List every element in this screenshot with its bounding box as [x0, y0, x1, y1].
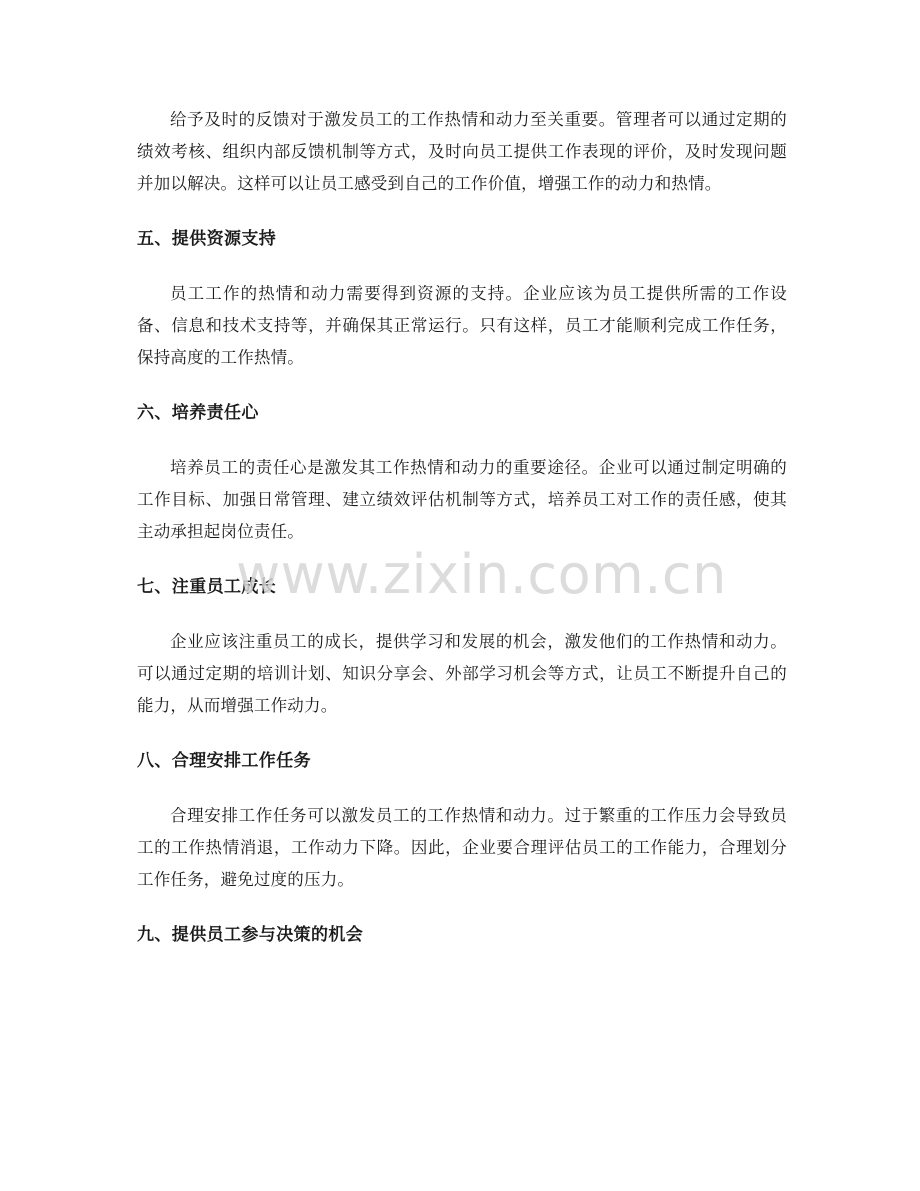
paragraph-feedback: 给予及时的反馈对于激发员工的工作热情和动力至关重要。管理者可以通过定期的绩效考核、组织内部反馈机制等方式，及时向员工提供工作表现的评价，及时发现问题并加以解决。这样可以让员工感受到自己的工作价值，增强工作的动力和热情。	[137, 110, 787, 193]
paragraph-employee-growth: 企业应该注重员工的成长，提供学习和发展的机会，激发他们的工作热情和动力。可以通过定期的培训计划、知识分享会、外部学习机会等方式，让员工不断提升自己的能力，从而增强工作动力。	[137, 632, 787, 715]
heading-decision-participation: 九、提供员工参与决策的机会	[137, 925, 364, 945]
heading-task-arrangement: 八、合理安排工作任务	[137, 751, 311, 771]
heading-employee-growth: 七、注重员工成长	[137, 577, 277, 597]
document-body	[137, 104, 787, 951]
heading-responsibility: 六、培养责任心	[137, 403, 259, 423]
watermark: www.zixin.com.cn	[236, 543, 727, 606]
paragraph-resource-support: 员工工作的热情和动力需要得到资源的支持。企业应该为员工提供所需的工作设备、信息和技术支持等，并确保其正常运行。只有这样，员工才能顺利完成工作任务，保持高度的工作热情。	[137, 284, 787, 367]
paragraph-task-arrangement: 合理安排工作任务可以激发员工的工作热情和动力。过于繁重的工作压力会导致员工的工作热情消退，工作动力下降。因此，企业要合理评估员工的工作能力，合理划分工作任务，避免过度的压力。	[137, 806, 787, 889]
paragraph-responsibility: 培养员工的责任心是激发其工作热情和动力的重要途径。企业可以通过制定明确的工作目标、加强日常管理、建立绩效评估机制等方式，培养员工对工作的责任感，使其主动承担起岗位责任。	[137, 458, 787, 541]
heading-resource-support: 五、提供资源支持	[137, 229, 277, 249]
